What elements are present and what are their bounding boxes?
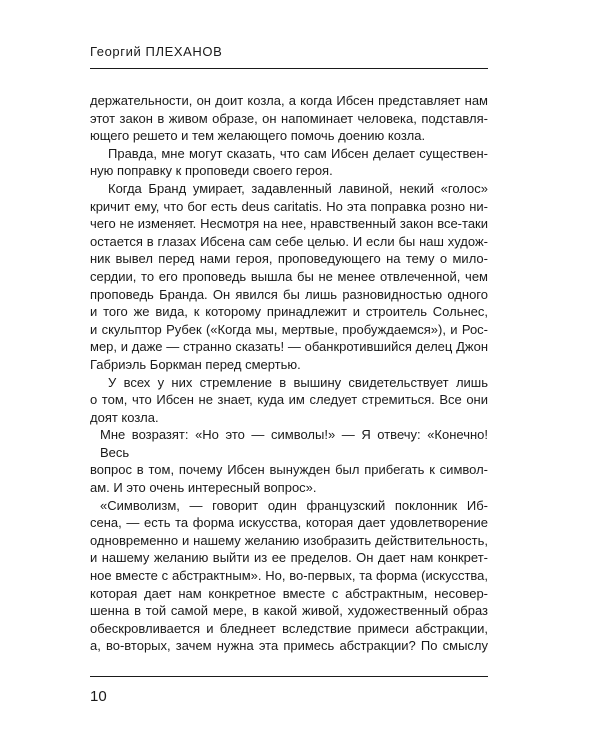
text-line: и нашему желанию выйти из ее пределов. Он дает нам конкрет- — [90, 550, 488, 566]
text-line: чего не изменяет. Несмотря на нее, нравственный закон все-таки — [90, 216, 488, 232]
text-line: шенна в той самой мере, в какой живой, художественный образ — [90, 603, 488, 619]
text-line: ющего решето и тем желающего помочь доению козла. — [90, 128, 426, 144]
page-number: 10 — [90, 688, 107, 705]
text-line: вопрос в том, почему Ибсен вынужден был прибегать к символ- — [90, 462, 488, 478]
text-line: о том, что Ибсен не знает, куда им следует стремиться. Все они — [90, 392, 488, 408]
paragraph — [90, 145, 488, 180]
text-line: и того же вида, к которому принадлежит и строитель Сольнес, — [90, 304, 488, 320]
text-line: «Символизм, — говорит один французский поклонник Иб- — [100, 497, 488, 513]
paragraph — [90, 374, 488, 427]
body-text — [90, 92, 488, 655]
text-line: Габриэль Боркман перед смертью. — [90, 356, 301, 372]
text-line: Мне возразят: «Но это — символы!» — Я отвечу: «Конечно! Весь — [100, 427, 488, 460]
paragraph — [90, 426, 488, 496]
text-line: сердии, то его проповедь вышла бы не менее отвлеченной, чем — [90, 268, 488, 284]
text-line: проповедь Бранда. Он явился бы лишь разновидностью одного — [90, 286, 488, 302]
text-line: которая дает нам конкретное вместе с абстрактным, несовер- — [90, 585, 488, 601]
text-line: и скульптор Рубек («Когда мы, мертвые, пробуждаемся»), и Рос- — [90, 321, 488, 337]
text-line: Когда Бранд умирает, задавленный лавиной, некий «голос» — [108, 180, 488, 196]
text-line: мер, и даже — странно сказать! — обанкротившийся делец Джон — [90, 339, 488, 355]
footer-rule — [90, 676, 488, 677]
paragraph — [90, 180, 488, 374]
running-head: Георгий ПЛЕХАНОВ — [90, 44, 223, 59]
text-line: ам. И это очень интересный вопрос». — [90, 480, 317, 496]
header-rule — [90, 68, 488, 69]
text-line: ное вместе с абстрактным». Но, во-первых, та форма (искусства, — [90, 568, 488, 584]
text-line: остается в глазах Ибсена сам себе целью. И если бы наш худож- — [90, 233, 488, 249]
paragraph — [90, 497, 488, 655]
paragraph — [90, 92, 488, 145]
text-line: держательности, он доит козла, а когда Ибсен представляет нам — [90, 93, 488, 108]
text-line: а, во-вторых, зачем нужна эта примесь абстракции? По смыслу — [90, 638, 488, 654]
text-line: одновременно и нашему желанию изобразить действительность, — [90, 532, 488, 548]
text-line: ную поправку к проповеди своего героя. — [90, 163, 333, 179]
text-line: У всех у них стремление в вышину свидетельствует лишь — [108, 374, 488, 390]
text-line: ник вывел перед нами героя, проповедующего на тему о мило- — [90, 251, 488, 267]
text-line: доят козла. — [90, 409, 159, 425]
text-line: сена, — есть та форма искусства, которая дает удовлетворение — [90, 515, 488, 531]
text-line: обескровливается и бледнеет вследствие примеси абстракции, — [90, 620, 488, 636]
text-line: кричит ему, что бог есть deus caritatis. Но эта поправка розно ни- — [90, 198, 488, 214]
text-line: Правда, мне могут сказать, что сам Ибсен делает существен- — [108, 145, 488, 161]
text-line: этот закон в живом образе, он напоминает человека, подставля- — [90, 110, 488, 126]
